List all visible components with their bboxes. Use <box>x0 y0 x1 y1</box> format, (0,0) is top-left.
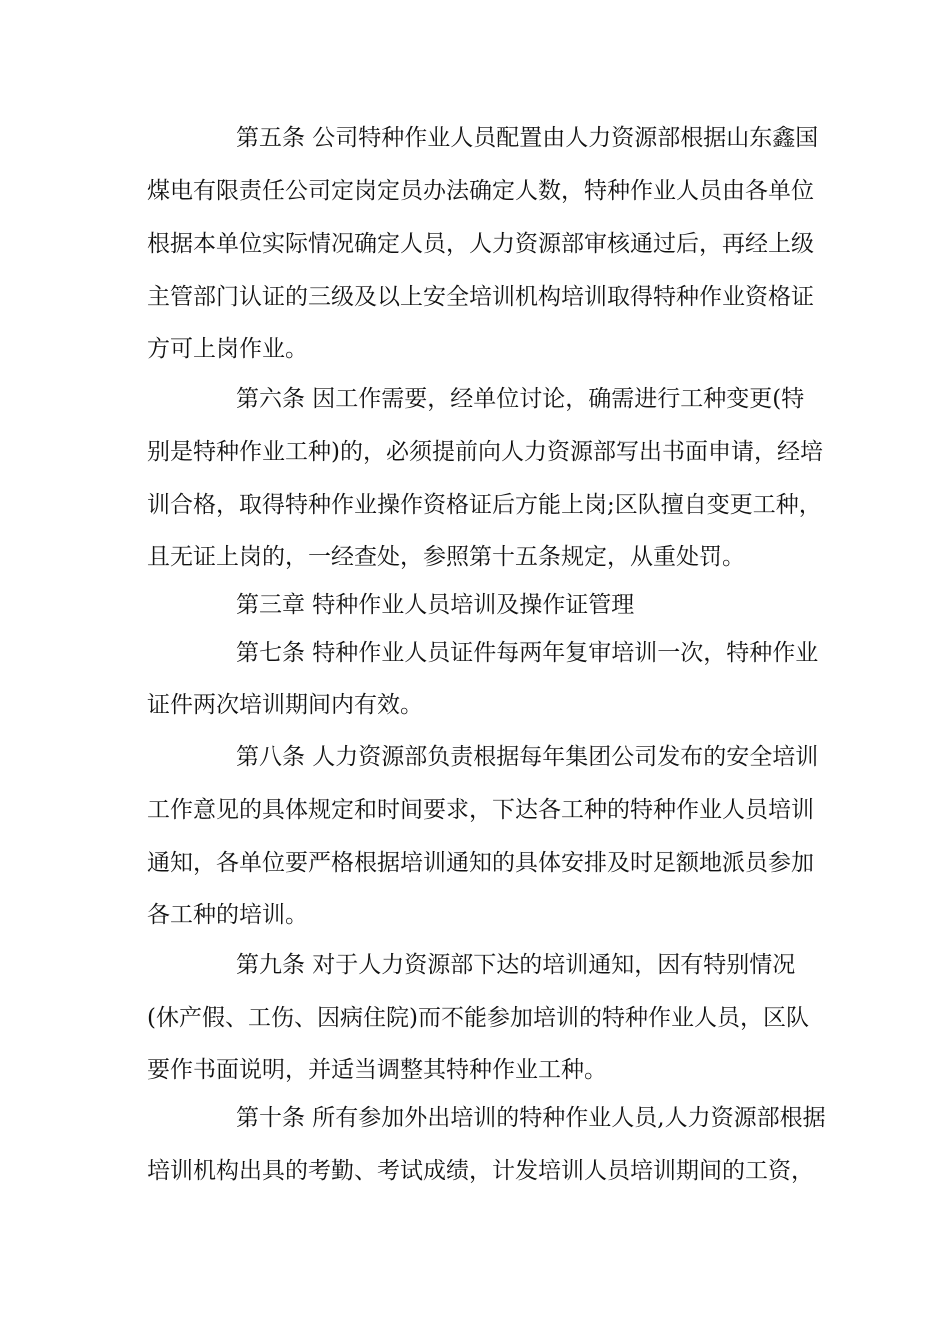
text-line: (休产假、工伤、因病住院)而不能参加培训的特种作业人员，区队 <box>147 1005 809 1031</box>
text-line: 训合格，取得特种作业操作资格证后方能上岗;区队擅自变更工种， <box>147 492 822 518</box>
text-line: 培训机构出具的考勤、考试成绩，计发培训人员培训期间的工资， <box>147 1158 814 1184</box>
text-line: 主管部门认证的三级及以上安全培训机构培训取得特种作业资格证 <box>147 284 814 310</box>
text-line: 煤电有限责任公司定岗定员办法确定人数，特种作业人员由各单位 <box>147 178 814 204</box>
text-line: 各工种的培训。 <box>147 902 308 928</box>
text-line: 第六条 因工作需要，经单位讨论，确需进行工种变更(特 <box>236 386 805 412</box>
chapter-heading: 第三章 特种作业人员培训及操作证管理 <box>236 592 635 618</box>
text-line: 且无证上岗的，一经查处，参照第十五条规定，从重处罚。 <box>147 544 745 570</box>
text-line: 方可上岗作业。 <box>147 336 308 362</box>
text-line: 证件两次培训期间内有效。 <box>147 692 423 718</box>
text-line: 第五条 公司特种作业人员配置由人力资源部根据山东鑫国 <box>236 125 819 151</box>
text-line: 第七条 特种作业人员证件每两年复审培训一次，特种作业 <box>236 640 819 666</box>
text-line: 工作意见的具体规定和时间要求，下达各工种的特种作业人员培训 <box>147 797 814 823</box>
text-line: 第八条 人力资源部负责根据每年集团公司发布的安全培训 <box>236 744 819 770</box>
text-line: 第十条 所有参加外出培训的特种作业人员,人力资源部根据 <box>236 1105 826 1131</box>
text-line: 要作书面说明，并适当调整其特种作业工种。 <box>147 1057 607 1083</box>
text-line: 根据本单位实际情况确定人员，人力资源部审核通过后，再经上级 <box>147 231 814 257</box>
text-line: 通知，各单位要严格根据培训通知的具体安排及时足额地派员参加 <box>147 850 814 876</box>
text-line: 别是特种作业工种)的，必须提前向人力资源部写出书面申请，经培 <box>147 439 823 465</box>
text-line: 第九条 对于人力资源部下达的培训通知，因有特别情况 <box>236 952 796 978</box>
